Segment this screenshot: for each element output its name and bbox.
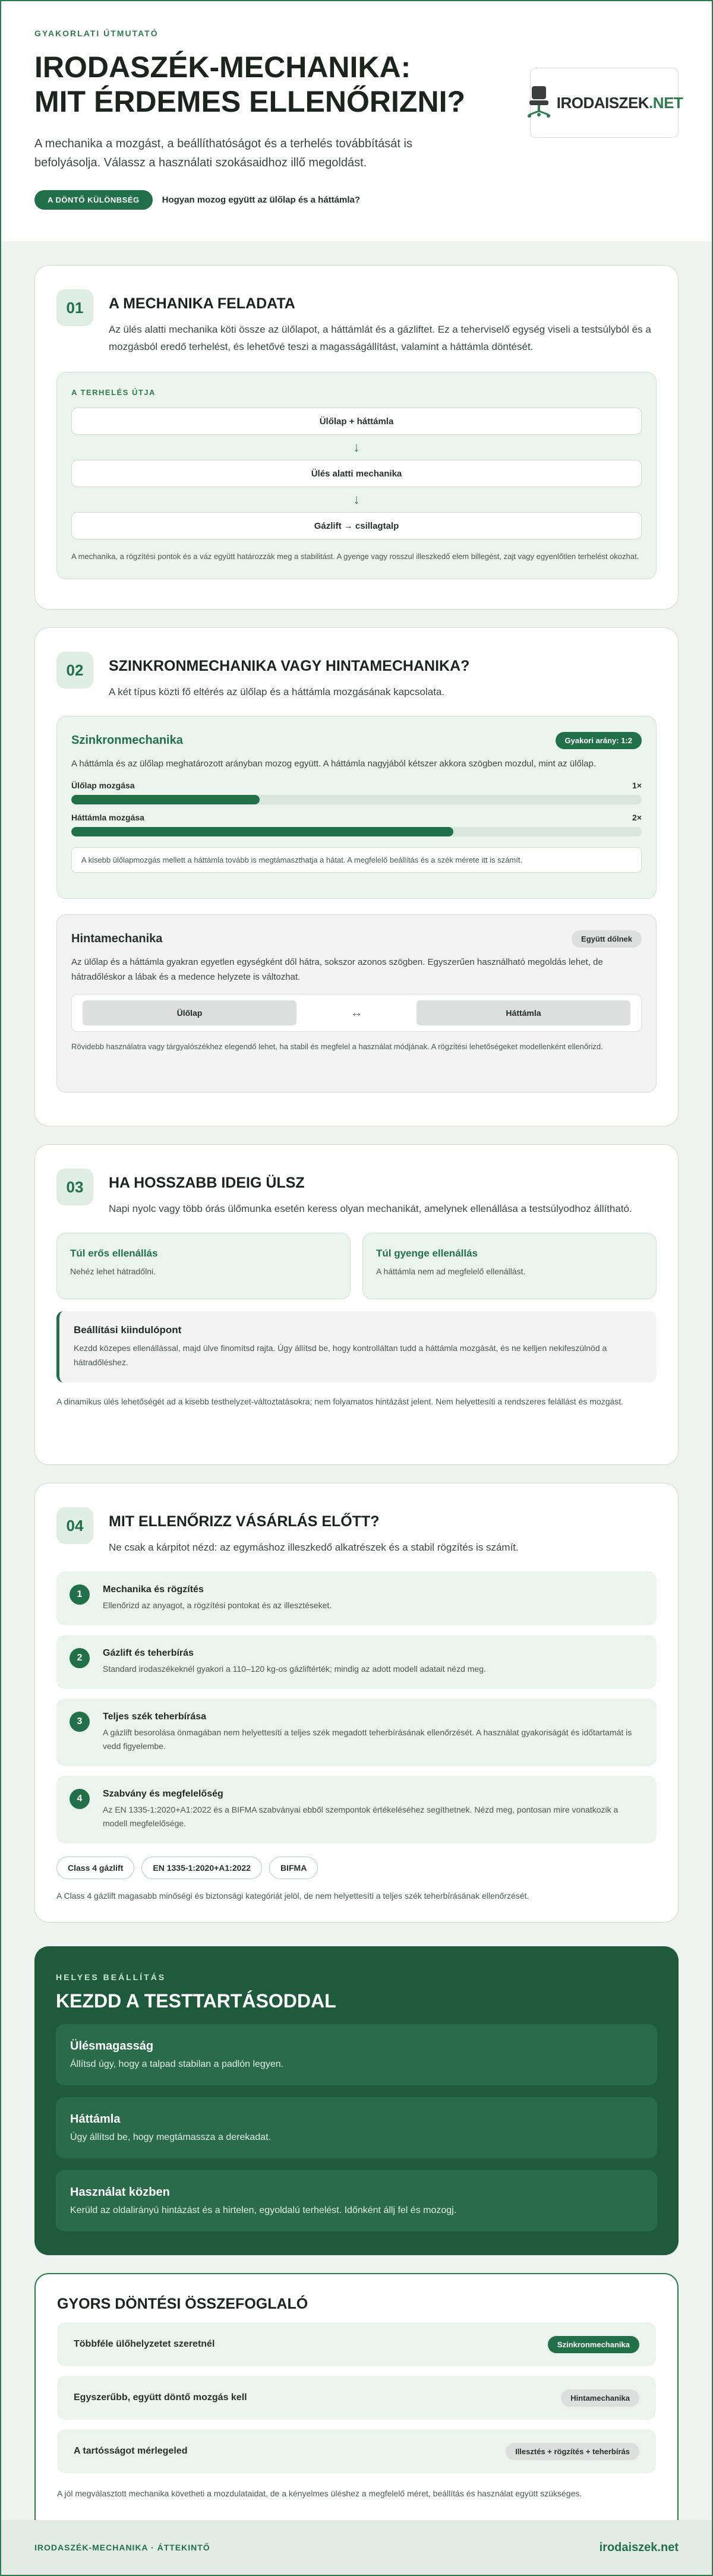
section-checklist [34, 1483, 679, 1922]
summary-row-label: Többféle ülőhelyzetet szeretnél [74, 2339, 215, 2349]
chip-class4[interactable]: Class 4 gázlift [56, 1857, 134, 1879]
checklist-step [56, 1699, 657, 1766]
too-strong-text: Nehéz lehet hátradőlni. [70, 1267, 156, 1276]
summary-note: A jól megválasztott mechanika követheti a mozdulataidat, de a kényelmes üléshez a megfelelő méret, beállítás és használat együtt szükséges. [57, 2489, 582, 2498]
flow-step: Gázlift → csillagtalp [71, 512, 642, 539]
summary-row [57, 2376, 656, 2420]
footer-title: IRODASZÉK-MECHANIKA · ÁTTEKINTŐ [34, 2543, 210, 2552]
summary-row [57, 2322, 656, 2366]
section-title: MIT ELLENŐRIZZ VÁSÁRLÁS ELŐTT? [109, 1513, 380, 1530]
summary-row [57, 2429, 656, 2473]
chip-en1335[interactable]: EN 1335-1:2020+A1:2022 [141, 1857, 262, 1879]
summary-row-answer: Illesztés + rögzítés + teherbírás [506, 2443, 639, 2460]
down-arrow-icon: ↓ [353, 440, 360, 454]
step-text: Ellenőrizd az anyagot, a rögzítési pontokat és az illesztéseket. [103, 1600, 332, 1610]
starting-point-callout [56, 1311, 657, 1382]
sync-mechanism-panel [56, 716, 657, 899]
tilt-together-badge: Együtt dőlnek [572, 930, 642, 948]
hero-question: Hogyan mozog együtt az ülőlap és a háttámla? [162, 195, 361, 205]
setup-item-text: Kerüld az oldalirányú hintázást és a hirtelen, egyoldalú terhelést. Időnként állj fel és mozogj. [70, 2205, 457, 2215]
too-weak-text: A háttámla nem ad megfelelő ellenállást. [376, 1267, 526, 1276]
flow-step: Ülés alatti mechanika [71, 460, 642, 487]
bar-label: Ülőlap mozgása [71, 781, 135, 790]
standards-chips [56, 1857, 657, 1879]
too-strong-card [56, 1233, 351, 1299]
section-number: 04 [56, 1507, 93, 1544]
setup-eyebrow: HELYES BEÁLLÍTÁS [56, 1972, 166, 1982]
starting-point-title: Beállítási kiindulópont [74, 1324, 182, 1336]
bar-value: 2× [632, 813, 642, 822]
too-strong-title: Túl erős ellenállás [70, 1248, 158, 1259]
flow-step: Ülőlap + háttámla [71, 408, 642, 435]
checklist-step [56, 1571, 657, 1625]
section-number: 01 [56, 289, 93, 326]
class4-note: A Class 4 gázlift magasabb minőségi és biztonsági kategóriát jelöl, de nem helyettesíti a teljes szék teherbírásának ellenőrzését. [56, 1891, 529, 1901]
step-text: Az EN 1335-1:2020+A1:2022 és a BIFMA szabványai ebből szempontok értékeléséhez segíthetnek. Nézd meg, pontosan mire vonatkozik a modell megfelelősége. [103, 1805, 619, 1828]
step-text: A gázlift besorolása önmagában nem helyettesíti a teljes szék megadott teherbírásának ellenőrzését. A használat gyakoriságát és időtartamát is vedd figyelembe. [103, 1728, 632, 1751]
step-number: 2 [70, 1648, 90, 1668]
sync-note: A kisebb ülőlapmozgás mellett a háttámla tovább is megtámaszthatja a hátat. A megfelelő beállítás és a szék mérete itt is számít. [71, 847, 642, 873]
hero-tagrow [34, 190, 679, 210]
decision-summary [34, 2273, 679, 2546]
step-number: 4 [70, 1789, 90, 1809]
checklist-step [56, 1635, 657, 1689]
bar-value: 1× [632, 781, 642, 790]
section-text: Napi nyolc vagy több órás ülőmunka esetén keress olyan mechanikát, amelynek ellenállása a testsúlyodhoz állítható. [109, 1203, 632, 1214]
summary-row-answer: Hintamechanika [561, 2389, 639, 2407]
backrest-motion-bar [71, 827, 642, 836]
summary-title: GYORS DÖNTÉSI ÖSSZEFOGLALÓ [57, 2296, 308, 2312]
summary-row-answer: Szinkronmechanika [548, 2336, 639, 2353]
bar-label: Háttámla mozgása [71, 813, 144, 822]
load-path-note: A mechanika, a rögzítési pontok és a váz együtt határozzák meg a stabilitást. A gyenge vagy rosszul illeszkedő elem billegést, zajt vagy egyenlőtlen terhelést okozhat. [71, 552, 639, 561]
rocker-text: Az ülőlap és a háttámla gyakran egyetlen egységként dől hátra, sokszor azonos szögben. Egyszerűen használható megoldás lehet, de hátradőléskor a lábak és a medence helyzete is változhat. [71, 957, 603, 982]
section-sync-vs-rocker [34, 627, 679, 1126]
setup-item [56, 2170, 657, 2231]
too-weak-card [362, 1233, 657, 1299]
decisive-difference-badge: A DÖNTŐ KÜLÖNBSÉG [34, 190, 153, 210]
logo-text: IRODAISZEK.NET [556, 93, 683, 112]
too-weak-title: Túl gyenge ellenállás [376, 1248, 478, 1259]
step-number: 1 [70, 1584, 90, 1605]
rocker-title: Hintamechanika [71, 932, 163, 945]
setup-item-title: Használat közben [70, 2186, 170, 2199]
setup-item-title: Háttámla [70, 2113, 121, 2126]
step-text: Standard irodaszékeknél gyakori a 110–120 kg-os gázliftérték; mindig az adott modell adatait nézd meg. [103, 1664, 486, 1674]
seat-motion-bar [71, 795, 642, 804]
section-number: 02 [56, 652, 93, 689]
footer-site-link[interactable]: irodaiszek.net [599, 2540, 679, 2554]
checklist-step [56, 1776, 657, 1843]
down-arrow-icon: ↓ [353, 492, 360, 507]
sync-text: A háttámla és az ülőlap meghatározott arányban mozog együtt. A háttámla nagyjából kétszer akkora szögben mozdul, mint az ülőlap. [71, 759, 597, 769]
setup-item-text: Állítsd úgy, hogy a talpad stabilan a padlón legyen. [70, 2059, 284, 2069]
setup-item-title: Ülésmagasság [70, 2040, 154, 2053]
hero-eyebrow: GYAKORLATI ÚTMUTATÓ [34, 29, 159, 38]
summary-row-label: Egyszerűbb, együtt döntő mozgás kell [74, 2392, 247, 2403]
hero-lead: A mechanika a mozgást, a beállíthatóságot és a terhelés továbbítását is befolyásolja. Válassz a használati szokásaidhoz illő megoldást. [34, 137, 412, 169]
rocker-note: Rövidebb használatra vagy tárgyalószékhez elegendő lehet, ha stabil és megfelel a használat módjának. A rögzítési lehetőségeket modellenként ellenőrizd. [71, 1042, 603, 1051]
backrest-block: Háttámla [417, 1000, 630, 1025]
rocker-mechanism-panel [56, 914, 657, 1093]
office-chair-icon [526, 85, 552, 121]
footer [1, 2520, 712, 2575]
seat-block: Ülőlap [83, 1000, 296, 1025]
sync-title: Szinkronmechanika [71, 734, 183, 747]
section-number: 03 [56, 1169, 93, 1205]
setup-title: KEZDD A TESTTARTÁSODDAL [56, 1990, 336, 2012]
load-path-box [56, 372, 657, 579]
rocker-diagram [71, 994, 642, 1032]
section-mechanism-role [34, 265, 679, 610]
section-title: SZINKRONMECHANIKA VAGY HINTAMECHANIKA? [109, 658, 470, 674]
page-title-line1: IRODASZÉK-MECHANIKA: [34, 50, 411, 84]
page-title-line2: MIT ÉRDEMES ELLENŐRIZNI? [34, 85, 465, 118]
section-long-sitting [34, 1144, 679, 1465]
section-text: Ne csak a kárpitot nézd: az egymáshoz illeszkedő alkatrészek és a stabil rögzítés is számít. [109, 1542, 519, 1553]
starting-point-text: Kezdd közepes ellenállással, majd ülve finomítsd rajta. Úgy állítsd be, hogy kontrolláltan tudd a háttámla mozgását, és ne kelljen nekifeszülnöd a hátradőléshez. [74, 1343, 607, 1367]
section-title: HA HOSSZABB IDEIG ÜLSZ [109, 1175, 305, 1191]
section-text: A két típus közti fő eltérés az ülőlap és a háttámla mozgásának kapcsolata. [109, 686, 445, 697]
brand-logo[interactable] [530, 68, 683, 138]
page-title [34, 50, 486, 119]
chip-bifma[interactable]: BIFMA [269, 1857, 318, 1879]
correct-setup-card [34, 1946, 679, 2255]
load-path-label: A TERHELÉS ÚTJA [71, 388, 156, 397]
both-ways-arrow-icon: ↔ [351, 1006, 362, 1019]
step-title: Mechanika és rögzítés [103, 1584, 204, 1595]
hero [1, 1, 712, 241]
step-title: Teljes szék teherbírása [103, 1712, 207, 1722]
section-text: Az ülés alatti mechanika köti össze az ülőlapot, a háttámlát és a gázliftet. Ez a teherviselő egység viseli a testsúlyból és a mozgásból eredő terhelést, és lehetővé teszi a magasságállítást, valamint a háttámla döntését. [109, 324, 651, 352]
section-title: A MECHANIKA FELADATA [109, 295, 295, 312]
setup-item [56, 2097, 657, 2158]
setup-item-text: Úgy állítsd be, hogy megtámassza a derekadat. [70, 2132, 271, 2142]
ratio-badge: Gyakori arány: 1:2 [556, 732, 642, 749]
summary-row-label: A tartósságot mérlegeled [74, 2446, 188, 2456]
step-title: Szabvány és megfelelőség [103, 1789, 223, 1799]
setup-item [56, 2024, 657, 2085]
step-title: Gázlift és teherbírás [103, 1648, 194, 1658]
step-number: 3 [70, 1712, 90, 1732]
dynamic-sitting-note: A dinamikus ülés lehetőségét ad a kisebb testhelyzet-változtatásokra; nem folyamatos hintázást jelent. Nem helyettesíti a rendszeres felállást és mozgást. [56, 1397, 624, 1406]
